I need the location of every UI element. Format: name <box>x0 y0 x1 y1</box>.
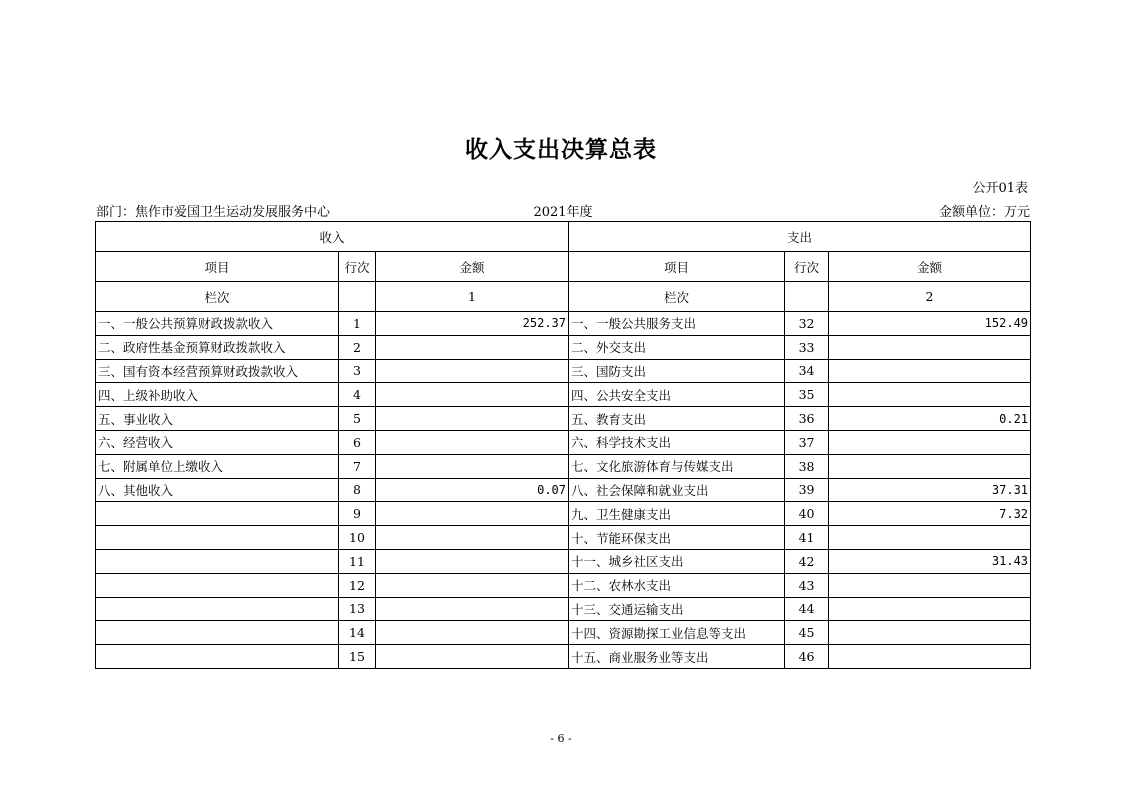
table-row <box>96 549 1031 573</box>
table-row <box>96 383 1031 407</box>
header-row-column-numbers <box>96 282 1031 312</box>
header-row-columns <box>96 252 1031 282</box>
income-amount-cell <box>376 526 569 550</box>
header-row-sections <box>96 222 1031 252</box>
expense-column-no: 2 <box>829 282 1031 312</box>
budget-table <box>95 221 1031 669</box>
income-item-cell: 四、上级补助收入 <box>96 383 339 407</box>
income-amount-cell <box>376 549 569 573</box>
expense-amount-cell <box>829 430 1031 454</box>
income-amount-cell <box>376 335 569 359</box>
expense-line-cell: 37 <box>785 430 829 454</box>
expense-amount-cell <box>829 383 1031 407</box>
income-item-cell: 三、国有资本经营预算财政拨款收入 <box>96 359 339 383</box>
income-line-cell: 13 <box>339 597 376 621</box>
income-line-cell: 1 <box>339 312 376 336</box>
expense-line-cell: 41 <box>785 526 829 550</box>
expense-line-cell: 36 <box>785 407 829 431</box>
income-line-cell: 9 <box>339 502 376 526</box>
income-item-cell <box>96 597 339 621</box>
income-item-cell: 八、其他收入 <box>96 478 339 502</box>
expense-item-cell: 六、科学技术支出 <box>569 430 785 454</box>
expense-item-cell: 三、国防支出 <box>569 359 785 383</box>
expense-line-cell: 46 <box>785 645 829 669</box>
income-amount-cell <box>376 597 569 621</box>
meta-row <box>96 201 1030 219</box>
expense-item-header: 项目 <box>569 252 785 282</box>
table-row <box>96 430 1031 454</box>
fiscal-year: 2021年度 <box>533 205 593 220</box>
income-item-cell <box>96 502 339 526</box>
expense-line-cell: 38 <box>785 454 829 478</box>
income-item-cell <box>96 621 339 645</box>
income-amount-header: 金额 <box>376 252 569 282</box>
income-line-cell: 14 <box>339 621 376 645</box>
expense-item-cell: 一、一般公共服务支出 <box>569 312 785 336</box>
department-label: 部门：焦作市爱国卫生运动发展服务中心 <box>96 205 331 220</box>
expense-item-cell: 十一、城乡社区支出 <box>569 549 785 573</box>
income-line-cell: 4 <box>339 383 376 407</box>
expense-column-no-blank <box>785 282 829 312</box>
expense-amount-cell <box>829 621 1031 645</box>
expense-item-cell: 五、教育支出 <box>569 407 785 431</box>
table-row <box>96 621 1031 645</box>
income-item-cell <box>96 526 339 550</box>
income-line-cell: 15 <box>339 645 376 669</box>
expense-amount-cell: 31.43 <box>829 549 1031 573</box>
income-line-cell: 6 <box>339 430 376 454</box>
income-item-cell: 一、一般公共预算财政拨款收入 <box>96 312 339 336</box>
income-item-cell: 五、事业收入 <box>96 407 339 431</box>
table-row <box>96 407 1031 431</box>
table-row <box>96 597 1031 621</box>
table-row <box>96 573 1031 597</box>
income-amount-cell <box>376 359 569 383</box>
expense-line-cell: 32 <box>785 312 829 336</box>
amount-unit: 金额单位：万元 <box>938 205 1030 220</box>
expense-line-cell: 35 <box>785 383 829 407</box>
expense-section-header: 支出 <box>569 222 1031 252</box>
expense-amount-cell <box>829 645 1031 669</box>
expense-amount-cell: 152.49 <box>829 312 1031 336</box>
expense-amount-cell <box>829 359 1031 383</box>
table-row <box>96 312 1031 336</box>
income-item-header: 项目 <box>96 252 339 282</box>
expense-line-cell: 40 <box>785 502 829 526</box>
income-line-cell: 7 <box>339 454 376 478</box>
table-row <box>96 359 1031 383</box>
income-column-no-label: 栏次 <box>96 282 339 312</box>
page-number: - 6 - <box>550 732 572 745</box>
expense-item-cell: 八、社会保障和就业支出 <box>569 478 785 502</box>
expense-line-cell: 33 <box>785 335 829 359</box>
expense-item-cell: 十五、商业服务业等支出 <box>569 645 785 669</box>
table-row <box>96 478 1031 502</box>
page-title: 收入支出决算总表 <box>465 137 657 163</box>
income-line-cell: 11 <box>339 549 376 573</box>
expense-amount-cell <box>829 573 1031 597</box>
income-line-cell: 10 <box>339 526 376 550</box>
income-amount-cell: 252.37 <box>376 312 569 336</box>
expense-item-cell: 十四、资源勘探工业信息等支出 <box>569 621 785 645</box>
expense-line-cell: 43 <box>785 573 829 597</box>
income-line-cell: 5 <box>339 407 376 431</box>
expense-amount-header: 金额 <box>829 252 1031 282</box>
income-item-cell <box>96 573 339 597</box>
income-amount-cell <box>376 383 569 407</box>
income-amount-cell <box>376 502 569 526</box>
expense-line-cell: 45 <box>785 621 829 645</box>
expense-line-cell: 39 <box>785 478 829 502</box>
expense-item-cell: 九、卫生健康支出 <box>569 502 785 526</box>
expense-amount-cell <box>829 454 1031 478</box>
expense-item-cell: 七、文化旅游体育与传媒支出 <box>569 454 785 478</box>
expense-row-no-header: 行次 <box>785 252 829 282</box>
form-code: 公开01表 <box>972 181 1028 196</box>
income-row-no-header: 行次 <box>339 252 376 282</box>
expense-line-cell: 44 <box>785 597 829 621</box>
income-amount-cell <box>376 430 569 454</box>
income-line-cell: 2 <box>339 335 376 359</box>
income-item-cell: 六、经营收入 <box>96 430 339 454</box>
table-row <box>96 335 1031 359</box>
expense-amount-cell: 0.21 <box>829 407 1031 431</box>
table-row <box>96 454 1031 478</box>
expense-amount-cell: 37.31 <box>829 478 1031 502</box>
income-column-no: 1 <box>376 282 569 312</box>
income-section-header: 收入 <box>96 222 569 252</box>
income-line-cell: 12 <box>339 573 376 597</box>
income-item-cell: 二、政府性基金预算财政拨款收入 <box>96 335 339 359</box>
table-row <box>96 645 1031 669</box>
expense-item-cell: 十三、交通运输支出 <box>569 597 785 621</box>
income-column-no-blank <box>339 282 376 312</box>
expense-item-cell: 十、节能环保支出 <box>569 526 785 550</box>
expense-amount-cell <box>829 597 1031 621</box>
table-row <box>96 502 1031 526</box>
income-amount-cell: 0.07 <box>376 478 569 502</box>
expense-item-cell: 十二、农林水支出 <box>569 573 785 597</box>
expense-amount-cell <box>829 335 1031 359</box>
income-amount-cell <box>376 621 569 645</box>
income-item-cell <box>96 645 339 669</box>
income-amount-cell <box>376 407 569 431</box>
expense-line-cell: 42 <box>785 549 829 573</box>
income-item-cell: 七、附属单位上缴收入 <box>96 454 339 478</box>
expense-amount-cell <box>829 526 1031 550</box>
expense-item-cell: 四、公共安全支出 <box>569 383 785 407</box>
income-amount-cell <box>376 454 569 478</box>
expense-item-cell: 二、外交支出 <box>569 335 785 359</box>
income-line-cell: 8 <box>339 478 376 502</box>
income-line-cell: 3 <box>339 359 376 383</box>
expense-amount-cell: 7.32 <box>829 502 1031 526</box>
income-amount-cell <box>376 645 569 669</box>
expense-column-no-label: 栏次 <box>569 282 785 312</box>
income-item-cell <box>96 549 339 573</box>
income-amount-cell <box>376 573 569 597</box>
table-row <box>96 526 1031 550</box>
expense-line-cell: 34 <box>785 359 829 383</box>
